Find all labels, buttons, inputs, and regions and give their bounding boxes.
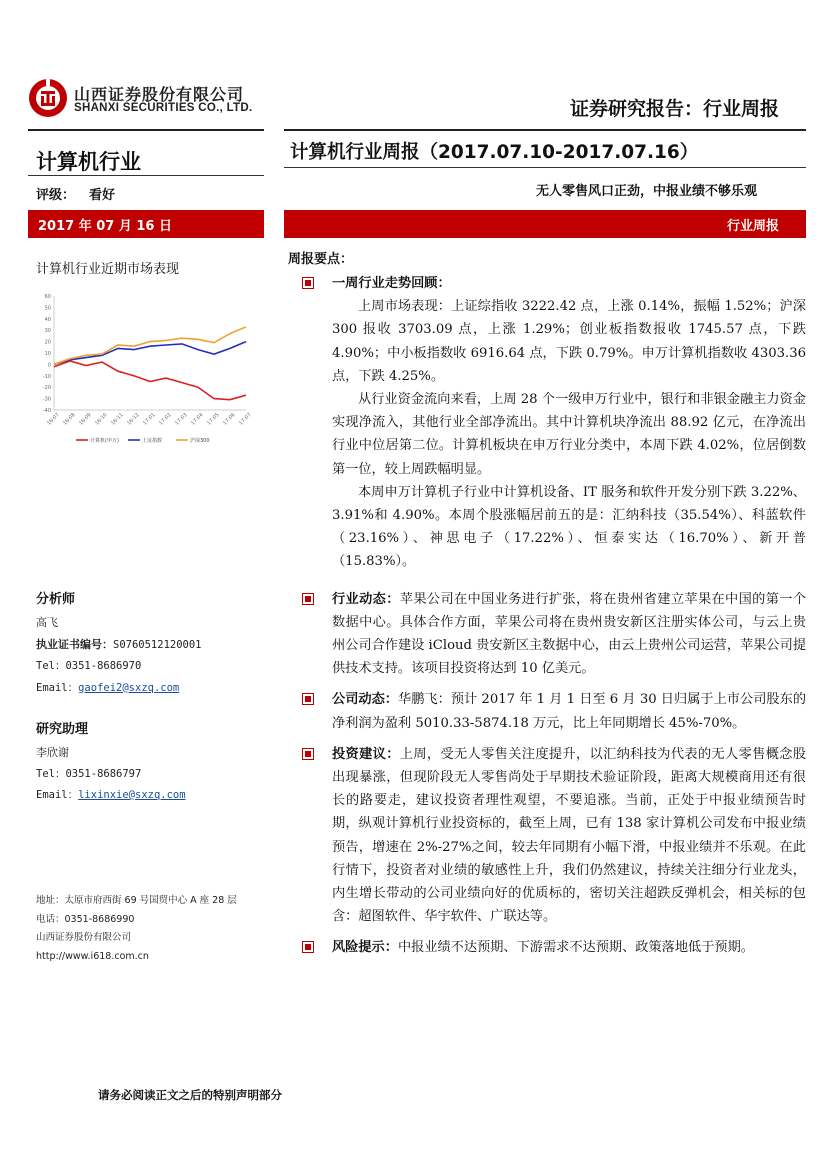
summary-item-investment [298,743,806,929]
y-tick-label: 10 [44,351,51,357]
week-review-heading: 一周行业走势回顾： [332,276,451,291]
analyst-heading: 分析师 [36,592,76,607]
website-link[interactable]: http://www.i618.com.cn [36,950,149,962]
x-tick-label: 16-08 [62,412,77,427]
y-tick-label: -20 [42,385,51,392]
legend-label: 计算机(申万) [90,438,119,444]
x-tick-label: 17-06 [222,412,237,427]
summary-heading: 周报要点： [288,252,354,267]
report-type: 证券研究报告：行业周报 [569,98,779,120]
company-line: 山西证券股份有限公司 [36,932,132,943]
company-news-text: 华鹏飞：预计 2017 年 1 月 1 日至 6 月 30 日归属于上市公司股东的净利润为盈利 5010.33-5874.18 万元，比上年同期增长 45%-70%。 [332,692,807,731]
summary-item-risk [298,936,806,959]
x-tick-label: 16-09 [78,412,93,427]
x-tick-label: 17-05 [206,412,221,427]
x-tick-label: 16-11 [110,412,125,427]
bullet-icon [302,693,314,705]
chart-title: 计算机行业近期市场表现 [36,262,180,277]
series-line [54,342,246,365]
x-tick-label: 17-02 [158,412,173,427]
divider [28,129,264,131]
y-tick-label: 30 [44,328,51,335]
divider [284,167,806,168]
investment-advice-text: 上周，受无人零售关注度提升，以汇纳科技为代表的无人零售概念股出现暴涨，但现阶段无人零售尚处于早期技术验证阶段，距离大规模商用还有很长的路要走，建议投资者理性观望，不要追涨。当前，正处于中报业绩预告时期，纵观计算机行业投资标的，截至上周，已有 138 家计算机公司发布中报业绩预告，增速在 2%-27%之间，较去年同期有小幅下滑，中报业绩并不乐观。在此行情下，投资者对业绩的敏感性上升，我们仍然建议，持续关注细分行业龙头，内生增长带动的公司业绩向好的优质标的，密切关注超跌反弹机会，相关标的包含：超图软件、华宇软件、广联达等。 [332,746,807,925]
report-subtitle: 无人零售风口正劲，中报业绩不够乐观 [535,184,757,199]
series-line [54,361,246,400]
summary-item-week [298,272,806,574]
x-tick-label: 16-12 [126,412,141,427]
y-tick-label: -10 [42,373,51,380]
report-date: 2017 年 07 月 16 日 [38,219,172,234]
address-line: 地址：太原市府西街 69 号国贸中心 A 座 28 层 [36,895,237,906]
x-tick-label: 16-10 [94,412,109,427]
analyst-block [36,588,202,699]
x-tick-label: 16-07 [46,412,61,427]
bullet-icon [302,277,314,289]
email-label: Email： [36,789,79,801]
analyst-email-link[interactable]: gaofei2@sxzq.com [78,681,180,694]
cert-number: S0760512120001 [113,638,202,651]
y-tick-label: 20 [44,339,51,346]
market-performance-chart [36,290,254,450]
x-tick-label: 17-03 [174,412,189,427]
summary-item-industry [298,588,806,681]
x-tick-label: 17-07 [238,412,253,427]
assistant-email-link[interactable]: lixinxie@sxzq.com [78,789,186,801]
analyst-tel: Tel：0351-8686970 [36,660,142,672]
assistant-tel: Tel：0351-8686797 [36,767,142,780]
assistant-name: 李欣谢 [36,746,69,759]
rating-label: 评级： [36,188,76,203]
industry-news-heading: 行业动态： [332,591,400,607]
divider [284,129,806,131]
company-name-en: SHANXI SECURITIES CO., LTD. [74,102,253,114]
company-logo-icon [28,78,68,118]
disclaimer-note: 请务必阅读正文之后的特别声明部分 [98,1088,282,1102]
assistant-block [36,718,186,807]
company-logo [28,78,268,122]
company-news-heading: 公司动态： [332,692,399,708]
y-tick-label: -30 [42,396,51,403]
legend-label: 上证指数 [142,438,163,444]
investment-advice-heading: 投资建议： [332,746,400,762]
bullet-icon [302,941,314,953]
assistant-heading: 研究助理 [36,722,89,737]
risk-warning-text: 中报业绩不达预期、下游需求不达预期、政策落地低于预期。 [397,940,754,956]
y-tick-label: -40 [42,408,51,414]
x-tick-label: 17-01 [142,412,157,427]
phone-line: 电话：0351-8686990 [36,913,135,925]
week-review-para-1: 上周市场表现：上证综指收 3222.42 点，上涨 0.14%，振幅 1.52%；沪深 300 报收 3703.09 点，上涨 1.29%；创业板指数报收 1745.57 点，下跌 4.90%；中小板指数收 6916.64 点，下跌 0.79%。申万计算机指数收 4303.36 点，下跌 4.25%。 [332,299,806,384]
analyst-name: 高飞 [36,616,58,629]
summary-content [298,272,806,968]
report-category: 行业周报 [726,219,779,234]
email-label: Email： [36,681,79,694]
y-tick-label: 40 [44,316,51,323]
report-title: 计算机行业周报（2017.07.10-2017.07.16） [290,142,699,163]
rating-value: 看好 [89,188,116,203]
legend-label: 沪深300 [190,438,210,444]
week-review-para-3: 本周申万计算机子行业中计算机设备、IT 服务和软件开发分别下跌 3.22%、3.91%和 4.90%。本周个股涨幅居前五的是：汇纳科技（35.54%）、科蓝软件（23.16%）、神思电子（17.22%）、恒泰实达（16.70%）、新开普（15.83%）。 [332,484,806,570]
y-tick-label: 50 [44,305,51,312]
x-tick-label: 17-04 [190,412,205,427]
week-review-para-2: 从行业资金流向来看，上周 28 个一级申万行业中，银行和非银金融主力资金实现净流入，其他行业全部净流出。其中计算机块净流出 88.92 亿元，在净流出行业中位居第二位。计算机板块在申万行业分类中，本周下跌 4.02%，位居倒数第一位，较上周跌幅明显。 [332,392,806,477]
y-tick-label: 60 [44,294,51,300]
industry-news-text: 苹果公司在中国业务进行扩张，将在贵州省建立苹果在中国的第一个数据中心。具体合作方面，苹果公司将在贵州贵安新区注册实体公司，与云上贵州公司合作建设 iCloud 贵安新区主数据中心，由云上贵州公司运营，苹果公司提供技术支持。该项目投资将达到 10 亿美元。 [332,591,807,677]
cert-label: 执业证书编号： [36,637,113,651]
risk-warning-heading: 风险提示： [332,940,398,956]
company-name-cn: 山西证券股份有限公司 [74,85,245,104]
contact-address [36,892,237,966]
bullet-icon [302,593,314,605]
divider [28,175,264,176]
rating [36,184,115,203]
industry-name: 计算机行业 [36,150,141,174]
summary-item-company [298,688,806,734]
y-tick-label: 0 [47,362,51,369]
bullet-icon [302,748,314,760]
